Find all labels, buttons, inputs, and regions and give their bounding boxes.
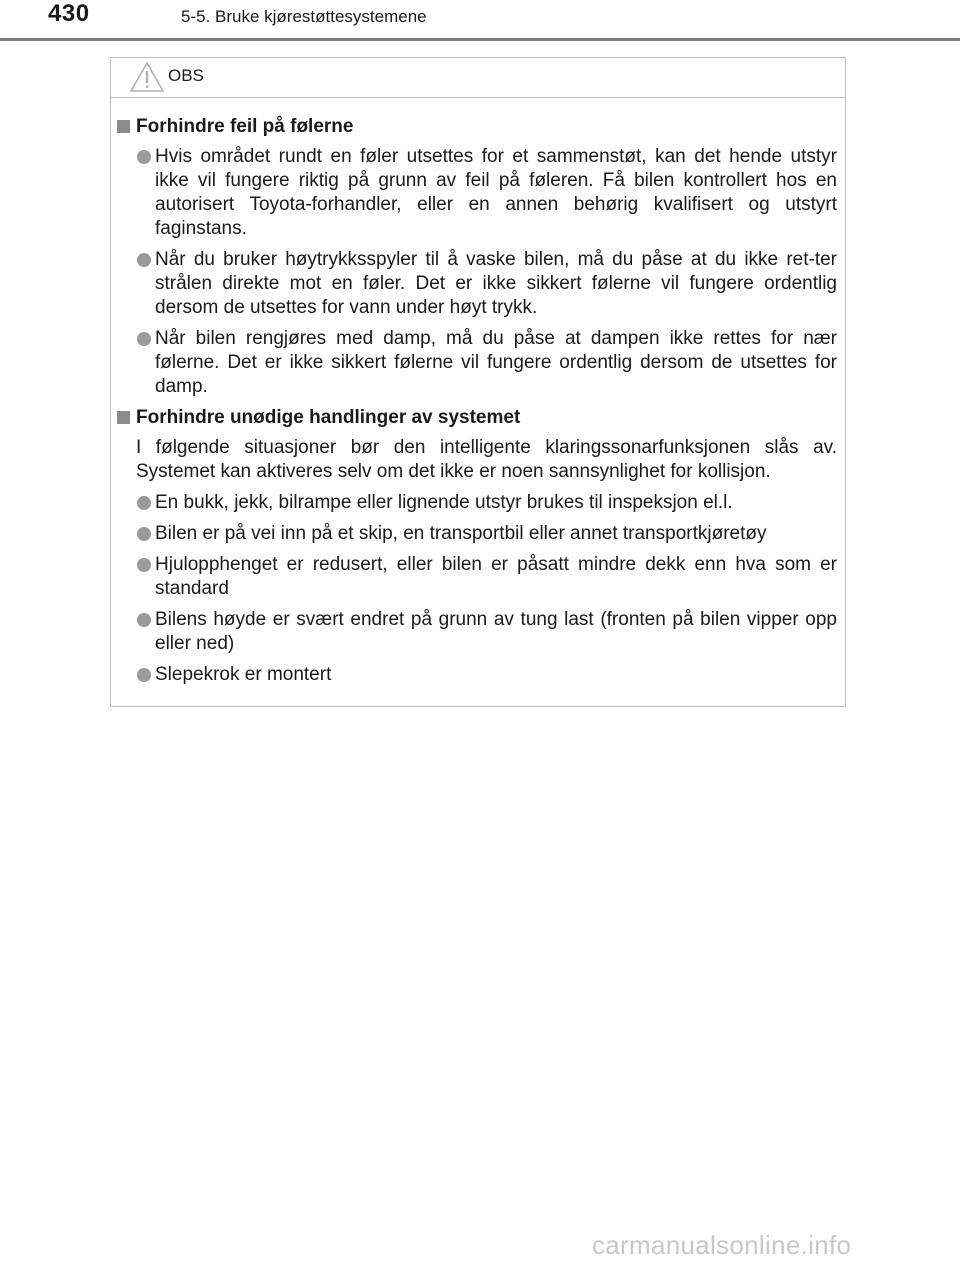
section-heading-text: Forhindre feil på følerne: [136, 116, 354, 137]
list-item-text: Når du bruker høytrykksspyler til å vaske bilen, må du påse at du ikke ret-ter strålen direkte mot en føler. Det er ikke sikkert følerne vil fungere ordentlig dersom de utsettes for vann under høyt trykk.: [155, 249, 837, 318]
section-title: 5-5. Bruke kjørestøttesystemene: [181, 7, 427, 26]
list-item: [155, 608, 837, 656]
list-item: [155, 553, 837, 601]
list-item-text: Bilen er på vei inn på et skip, en transportbil eller annet transportkjøretøy: [155, 523, 767, 544]
section-intro: I følgende situasjoner bør den intelligente klaringssonarfunksjonen slås av. Systemet kan aktiveres selv om det ikke er noen sannsynlighet for kollisjon.: [136, 437, 837, 482]
circle-bullet-icon: [137, 496, 151, 510]
header-divider: [0, 38, 960, 41]
circle-bullet-icon: [137, 558, 151, 572]
notice-label: OBS: [168, 66, 204, 85]
list-item-text: Når bilen rengjøres med damp, må du påse at dampen ikke rettes for nær følerne. Det er ikke sikkert følerne vil fungere ordentlig dersom de utsettes for damp.: [155, 328, 837, 397]
list-item-text: Bilens høyde er svært endret på grunn av tung last (fronten på bilen vipper opp eller ned): [155, 609, 837, 654]
circle-bullet-icon: [137, 527, 151, 541]
watermark: carmanualsonline.info: [592, 1230, 852, 1260]
warning-triangle-icon: [129, 61, 165, 93]
circle-bullet-icon: [137, 613, 151, 627]
list-item-text: Hvis området rundt en føler utsettes for et sammenstøt, kan det hende utstyr ikke vil fungere riktig på grunn av feil på føleren. Få bilen kontrollert hos en autorisert Toyota-forhandler, eller en annen behørig kvalifisert og utstyrt faginstans.: [155, 146, 837, 239]
square-bullet-icon: [117, 411, 130, 424]
list-item: [155, 522, 837, 546]
section-heading: [117, 406, 845, 430]
page-number: 430: [48, 0, 90, 27]
circle-bullet-icon: [137, 332, 151, 346]
list-item-text: Hjulopphenget er redusert, eller bilen er påsatt mindre dekk enn hva som er standard: [155, 554, 837, 599]
section-heading: [117, 115, 845, 139]
list-item: [155, 327, 837, 399]
notice-header: [111, 58, 845, 98]
list-item: [155, 663, 837, 687]
list-item: [155, 248, 837, 320]
section-heading-text: Forhindre unødige handlinger av systemet: [136, 407, 521, 428]
list-item: [155, 491, 837, 515]
notice-content: [111, 115, 845, 694]
square-bullet-icon: [117, 120, 130, 133]
notice-box: [110, 57, 846, 707]
list-item-text: Slepekrok er montert: [155, 664, 332, 685]
circle-bullet-icon: [137, 150, 151, 164]
circle-bullet-icon: [137, 668, 151, 682]
list-item: [155, 145, 837, 241]
page-header: [0, 0, 960, 42]
list-item-text: En bukk, jekk, bilrampe eller lignende utstyr brukes til inspeksjon el.l.: [155, 492, 733, 513]
circle-bullet-icon: [137, 253, 151, 267]
